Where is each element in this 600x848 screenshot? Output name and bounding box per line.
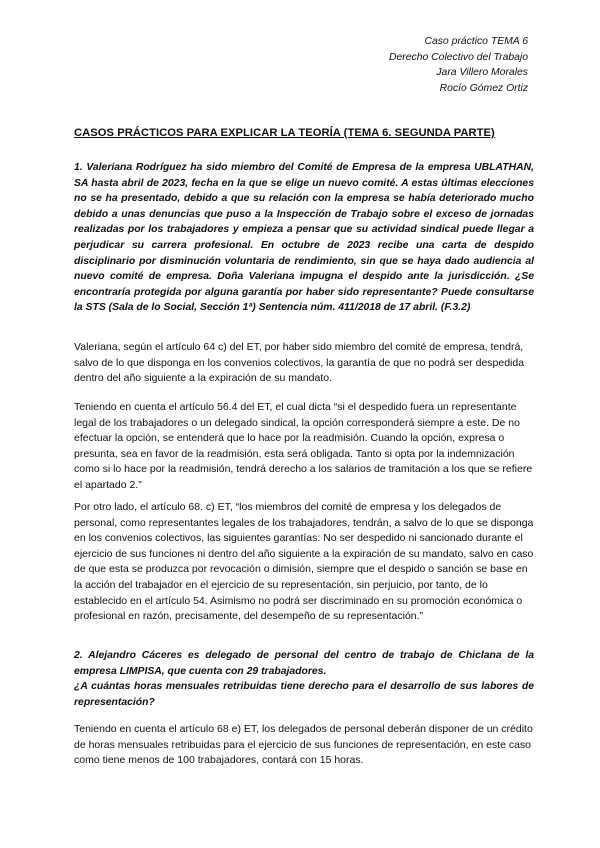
question-2	[74, 648, 534, 710]
answer-1-paragraph-1: Valeriana, según el artículo 64 c) del ET, por haber sido miembro del comité de empresa, tendrá, salvo de lo que disponga en los convenios colectivos, la garantía de que no podrá ser despedida dentro del año siguiente a la expiración de su mandato.	[74, 341, 525, 385]
question-2-statement: 2. Alejandro Cáceres es delegado de personal del centro de trabajo de Chiclana de la empresa LIMPISA, que cuenta con 29 trabajadores.	[74, 650, 534, 677]
answer-2-paragraph-1: Teniendo en cuenta el artículo 68 e) ET, los delegados de personal deberán disponer de un crédito de horas mensuales retribuidas para el ejercicio de sus funciones de representación, en este caso como tiene menos de 100 trabajadores, contará con 15 horas.	[74, 723, 533, 767]
document-title: CASOS PRÁCTICOS PARA EXPLICAR LA TEORÍA (TEMA 6. SEGUNDA PARTE)	[74, 127, 495, 139]
header-author-2: Rocío Gómez Ortiz	[439, 82, 528, 94]
document-header	[389, 34, 528, 96]
question-2-ask: ¿A cuántas horas mensuales retribuidas tiene derecho para el desarrollo de sus labores de representación?	[74, 681, 534, 708]
header-author-1: Jara Villero Morales	[436, 67, 528, 78]
answer-1-paragraph-3: Por otro lado, el artículo 68. c) ET, “los miembros del comité de empresa y los delegados de personal, como representantes legales de los trabajadores, tendrán, a salvo de lo que se disponga en los convenios colectivos, las siguientes garantías: No ser despedido ni sancionado durante el ejercicio de sus funciones ni dentro del año siguiente a la expiración de su mandato, salvo en caso de que esta se produzca por revocación o dimisión, siempre que el despido o sanción se base en la acción del trabajador en el ejercicio de su representación, sin perjuicio, por tanto, de lo establecido en el artículo 54. Asimismo no podrá ser discriminado en su promoción económica o profesional en razón, precisamente, del desempeño de su representación.”	[74, 501, 534, 623]
header-course: Derecho Colectivo del Trabajo	[389, 51, 528, 63]
header-case-title: Caso práctico TEMA 6	[424, 36, 528, 47]
question-1: 1. Valeriana Rodríguez ha sido miembro del Comité de Empresa de la empresa UBLATHAN, SA hasta abril de 2023, fecha en la que se elige un nuevo comité. A estas últimas elecciones no se ha presentado, debido a que su relación con la empresa se había deteriorado mucho debido a unas denuncias que puso a la Inspección de Trabajo sobre el exceso de jornadas realizadas por los trabajadores y empieza a pensar que su actividad sindical puede llegar a perjudicar su carrera profesional. En octubre de 2023 recibe una carta de despido disciplinario por disminución voluntaria de rendimiento, sin que se haya dado audiencia al nuevo comité de empresa. Doña Valeriana impugna el despido ante la jurisdicción. ¿Se encontraría protegida por alguna garantía por haber sido representante? Puede consultarse la STS (Sala de lo Social, Sección 1ª) Sentencia núm. 411/2018 de 17 abril. (F.3.2)	[74, 162, 534, 314]
answer-1-paragraph-2: Teniendo en cuenta el artículo 56.4 del ET, el cual dicta “si el despedido fuera un representante legal de los trabajadores o un delegado sindical, la opción corresponderá siempre a este. De no efectuar la opción, se entenderá que lo hace por la readmisión. Cuando la opción, expresa o presunta, sea en favor de la readmisión, esta será obligada. Tanto si opta por la indemnización como si lo hace por la readmisión, tendrá derecho a los salarios de tramitación a los que se refiere el apartado 2.”	[74, 401, 533, 491]
